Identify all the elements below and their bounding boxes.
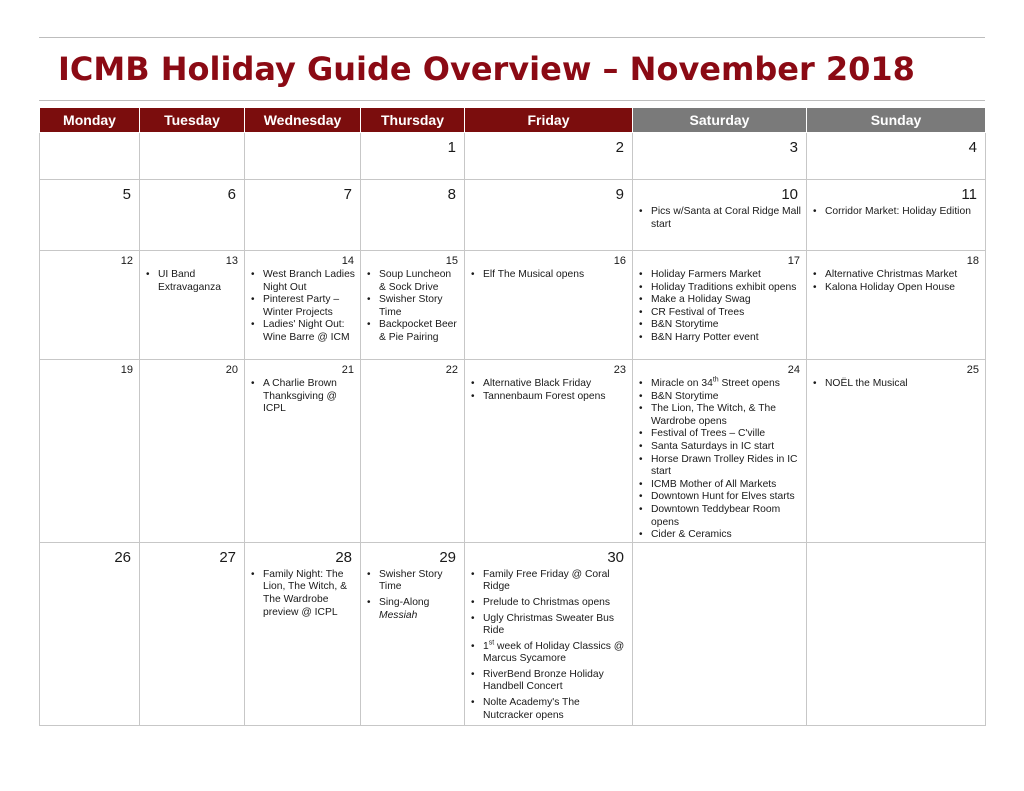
day-cell-24 [633, 360, 807, 543]
event-item: • A Charlie Brown Thanksgiving @ ICPL [248, 378, 356, 416]
header-saturday: Saturday [633, 108, 807, 133]
day-cell-10 [633, 180, 807, 251]
event-list [810, 378, 981, 391]
event-list [636, 206, 802, 231]
event-item: • Pinterest Party – Winter Projects [248, 294, 356, 319]
event-item: • NOËL the Musical [810, 378, 981, 391]
day-number: 22 [445, 364, 458, 376]
day-cell-empty [140, 133, 245, 180]
day-cell-13 [140, 251, 245, 360]
event-list [468, 378, 628, 403]
event-list [248, 569, 356, 619]
event-text: 1 [483, 640, 489, 652]
day-cell-22 [361, 360, 465, 543]
event-item [468, 641, 628, 666]
event-item: • The Lion, The Witch, & The Wardrobe opens [636, 403, 802, 428]
event-list [810, 269, 981, 294]
day-cell-27 [140, 542, 245, 726]
day-number: 11 [961, 186, 977, 203]
week-row-4 [40, 360, 986, 543]
day-number: 28 [335, 548, 352, 566]
day-number: 30 [607, 548, 624, 566]
day-number: 19 [120, 364, 133, 376]
day-cell-5 [40, 180, 140, 251]
day-cell-2 [465, 133, 633, 180]
day-cell-9 [465, 180, 633, 251]
event-item: • B&N Storytime [636, 319, 802, 332]
event-item: • Cider & Ceramics [636, 529, 802, 542]
event-item: • Ugly Christmas Sweater Bus Ride [468, 613, 628, 638]
event-item: • RiverBend Bronze Holiday Handbell Concert [468, 669, 628, 694]
event-item: • Soup Luncheon & Sock Drive [364, 269, 460, 294]
day-number: 1 [447, 139, 456, 156]
day-number: 13 [225, 255, 238, 267]
ordinal-suffix: st [488, 639, 495, 647]
day-number: 27 [219, 548, 236, 566]
event-item: • Alternative Christmas Market [810, 269, 981, 282]
event-item: • Ladies' Night Out: Wine Barre @ ICM [248, 319, 356, 344]
day-number: 21 [341, 364, 354, 376]
day-cell-12 [40, 251, 140, 360]
day-cell-empty [245, 133, 361, 180]
event-item: • Festival of Trees – C'ville [636, 428, 802, 441]
event-item: • Holiday Farmers Market [636, 269, 802, 282]
event-item: • B&N Storytime [636, 391, 802, 404]
event-item: • Family Free Friday @ Coral Ridge [468, 569, 628, 594]
event-item: • Swisher Story Time [364, 569, 460, 594]
day-number: 29 [439, 548, 456, 566]
event-list [468, 269, 628, 282]
event-list [248, 378, 356, 416]
day-number: 4 [968, 139, 977, 156]
event-list [810, 206, 981, 219]
day-number: 23 [613, 364, 626, 376]
day-cell-26 [40, 542, 140, 726]
calendar-grid [39, 107, 986, 726]
event-list [364, 269, 460, 345]
event-text: week of Holiday Classics @ Marcus Sycamore [483, 640, 625, 665]
day-number: 16 [613, 255, 626, 267]
day-number: 20 [225, 364, 238, 376]
title-rule [39, 100, 985, 101]
event-item: • Nolte Academy's The Nutcracker opens [468, 697, 628, 722]
week-row-3 [40, 251, 986, 360]
event-item: • Backpocket Beer & Pie Pairing [364, 319, 460, 344]
day-cell-30 [465, 542, 633, 726]
day-cell-empty [40, 133, 140, 180]
week-row-2 [40, 180, 986, 251]
event-item [364, 597, 460, 622]
day-number: 14 [341, 255, 354, 267]
event-list [468, 569, 628, 723]
event-item: • CR Festival of Trees [636, 307, 802, 320]
day-cell-7 [245, 180, 361, 251]
week-row-1 [40, 133, 986, 180]
event-text-italic: Messiah [379, 609, 418, 621]
week-row-5 [40, 542, 986, 726]
header-wednesday: Wednesday [245, 108, 361, 133]
day-cell-15 [361, 251, 465, 360]
header-tuesday: Tuesday [140, 108, 245, 133]
event-list [248, 269, 356, 345]
day-cell-20 [140, 360, 245, 543]
event-item: • Downtown Hunt for Elves starts [636, 491, 802, 504]
event-item: • Downtown Teddybear Room opens [636, 504, 802, 529]
day-number: 24 [787, 364, 800, 376]
event-item: • Alternative Black Friday [468, 378, 628, 391]
day-cell-8 [361, 180, 465, 251]
event-text: Street opens [718, 378, 780, 389]
day-cell-19 [40, 360, 140, 543]
event-list [636, 378, 802, 542]
day-number: 5 [122, 186, 131, 203]
day-number: 15 [445, 255, 458, 267]
event-item [636, 378, 802, 391]
day-cell-empty [633, 542, 807, 726]
day-number: 17 [787, 255, 800, 267]
day-number: 2 [615, 139, 624, 156]
event-item: • Swisher Story Time [364, 294, 460, 319]
event-item: • Kalona Holiday Open House [810, 282, 981, 295]
event-item: • Tannenbaum Forest opens [468, 391, 628, 404]
day-cell-14 [245, 251, 361, 360]
event-item: • Elf The Musical opens [468, 269, 628, 282]
day-cell-29 [361, 542, 465, 726]
day-number: 12 [120, 255, 133, 267]
header-sunday: Sunday [807, 108, 986, 133]
event-item: • Corridor Market: Holiday Edition [810, 206, 981, 219]
day-cell-16 [465, 251, 633, 360]
day-cell-28 [245, 542, 361, 726]
day-number: 6 [227, 186, 236, 203]
day-number: 10 [781, 186, 798, 203]
event-item: • Prelude to Christmas opens [468, 597, 628, 610]
day-cell-21 [245, 360, 361, 543]
day-cell-6 [140, 180, 245, 251]
day-cell-3 [633, 133, 807, 180]
event-item: • West Branch Ladies Night Out [248, 269, 356, 294]
event-item: • Santa Saturdays in IC start [636, 441, 802, 454]
event-item: • Make a Holiday Swag [636, 294, 802, 307]
top-rule [39, 37, 985, 38]
header-friday: Friday [465, 108, 633, 133]
event-item: • Holiday Traditions exhibit opens [636, 282, 802, 295]
event-text: Miracle on 34 [651, 378, 713, 389]
day-number: 9 [615, 186, 624, 203]
event-item: • Pics w/Santa at Coral Ridge Mall start [636, 206, 802, 231]
day-number: 25 [966, 364, 979, 376]
day-cell-25 [807, 360, 986, 543]
day-number: 3 [789, 139, 798, 156]
day-number: 26 [114, 548, 131, 566]
event-list [143, 269, 240, 294]
header-monday: Monday [40, 108, 140, 133]
day-cell-1 [361, 133, 465, 180]
day-number: 8 [447, 186, 456, 203]
day-cell-18 [807, 251, 986, 360]
header-thursday: Thursday [361, 108, 465, 133]
event-item: • Family Night: The Lion, The Witch, & The Wardrobe preview @ ICPL [248, 569, 356, 619]
event-item: • B&N Harry Potter event [636, 332, 802, 345]
event-item: • ICMB Mother of All Markets [636, 479, 802, 492]
event-list [364, 569, 460, 622]
day-cell-11 [807, 180, 986, 251]
day-cell-empty [807, 542, 986, 726]
event-text: Sing-Along [379, 596, 430, 608]
event-item: • UI Band Extravaganza [143, 269, 240, 294]
event-list [636, 269, 802, 345]
day-number: 7 [343, 186, 352, 203]
day-cell-4 [807, 133, 986, 180]
event-item: • Horse Drawn Trolley Rides in IC start [636, 454, 802, 479]
page-title: ICMB Holiday Guide Overview – November 2018 [58, 50, 915, 88]
day-cell-17 [633, 251, 807, 360]
day-number: 18 [966, 255, 979, 267]
weekday-header-row [40, 108, 986, 133]
ordinal-suffix: th [712, 376, 719, 384]
day-cell-23 [465, 360, 633, 543]
